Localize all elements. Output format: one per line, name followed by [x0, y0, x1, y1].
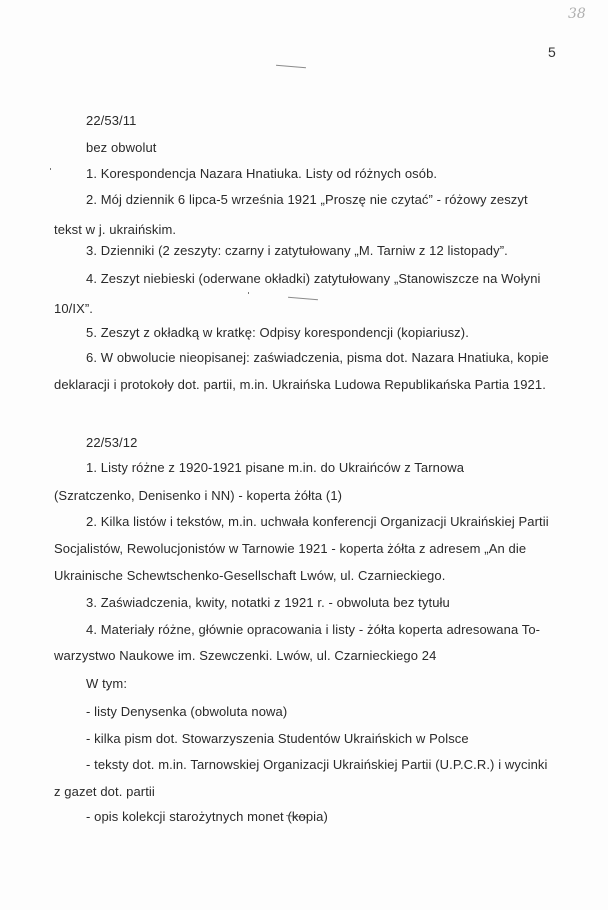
document-line: W tym: [86, 676, 128, 691]
document-line: tekst w j. ukraińskim. [54, 222, 177, 237]
scan-mark [248, 292, 249, 294]
document-line: 5. Zeszyt z okładką w kratkę: Odpisy korespondencji (kopiariusz). [86, 325, 469, 340]
document-line: 6. W obwolucie nieopisanej: zaświadczenia, pisma dot. Nazara Hnatiuka, kopie [86, 350, 549, 365]
document-line: 4. Zeszyt niebieski (oderwane okładki) zatytułowany „Stanowiszcze na Wołyni [86, 271, 541, 286]
page-number: 5 [548, 44, 556, 60]
file-signature-heading: 22/53/12 [86, 435, 138, 450]
document-line: Socjalistów, Rewolucjonistów w Tarnowie 1921 - koperta żółta z adresem „An die [54, 541, 527, 556]
document-line: 3. Zaświadczenia, kwity, notatki z 1921 r. - obwoluta bez tytułu [86, 595, 450, 610]
document-line: 10/IX”. [54, 301, 93, 316]
document-line: 1. Listy różne z 1920-1921 pisane m.in. do Ukraińców z Tarnowa [86, 460, 465, 475]
document-line: z gazet dot. partii [54, 784, 155, 799]
file-signature-heading: 22/53/11 [86, 113, 137, 128]
scan-mark [276, 65, 306, 69]
handwritten-archive-number: 38 [568, 6, 586, 22]
scan-mark [288, 297, 318, 301]
scan-mark [50, 168, 51, 170]
document-line: (Szratczenko, Denisenko i NN) - koperta żółta (1) [54, 488, 343, 503]
document-line: 4. Materiały różne, głównie opracowania i listy - żółta koperta adresowana To- [86, 622, 541, 637]
document-line: 2. Kilka listów i tekstów, m.in. uchwała konferencji Organizacji Ukraińskiej Partii [86, 514, 549, 529]
document-line: 1. Korespondencja Nazara Hnatiuka. Listy od różnych osób. [86, 166, 438, 181]
document-line: - kilka pism dot. Stowarzyszenia Studentów Ukraińskich w Polsce [86, 731, 469, 746]
document-line: deklaracji i protokoły dot. partii, m.in. Ukraińska Ludowa Republikańska Partia 1921. [54, 377, 546, 392]
document-line: 3. Dzienniki (2 zeszyty: czarny i zatytułowany „M. Tarniw z 12 listopady”. [86, 243, 508, 258]
document-line: - opis kolekcji starożytnych monet (kopia) [86, 809, 328, 824]
document-line: - listy Denysenka (obwoluta nowa) [86, 704, 288, 719]
document-line: warzystwo Naukowe im. Szewczenki. Lwów, ul. Czarnieckiego 24 [54, 648, 437, 663]
document-line: - teksty dot. m.in. Tarnowskiej Organizacji Ukraińskiej Partii (U.P.C.R.) i wycinki [86, 757, 548, 772]
document-line: Ukrainische Schewtschenko-Gesellschaft Lwów, ul. Czarnieckiego. [54, 568, 446, 583]
document-line: bez obwolut [86, 140, 157, 155]
document-line: 2. Mój dziennik 6 lipca-5 września 1921 „Proszę nie czytać” - różowy zeszyt [86, 192, 528, 207]
